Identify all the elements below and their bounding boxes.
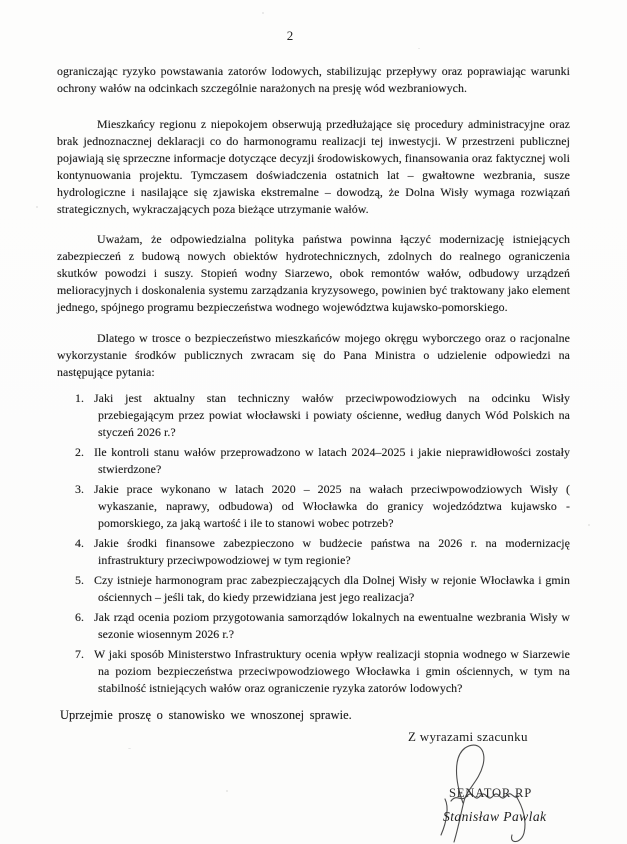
question-item-5 (75, 572, 570, 606)
paragraph-policy-opinion: Uważam, że odpowiedzialna polityka państwa powinna łączyć modernizację istniejących zabezpieczeń z budową nowych obiektów hydrotechnicznych, zdolnych do realnego ograniczenia skutków powodzi i suszy. Stopień wodny Siarzewo, obok remontów wałów, odbudowy urządzeń melioracyjnych i doskonalenia systemu zarządzania kryzysowego, powinien być traktowany jako element jednego, spójnego programu bezpieczeństwa wodnego województwa kujawsko-pomorskiego. (57, 232, 570, 314)
scan-noise-speck (418, 48, 420, 49)
signature-title: SENATOR RP (449, 786, 533, 800)
scan-noise-speck (128, 748, 131, 749)
question-item-6 (75, 609, 570, 643)
question-number: 7. (75, 647, 85, 661)
question-number: 6. (75, 610, 85, 624)
paragraph-residents-concern: Mieszkańcy regionu z niepokojem obserwują przedłużające się procedury administracyjne oraz brak jednoznacznej deklaracji co do harmonogramu realizacji tej inwestycji. W przestrzeni publicznej pojawiają się sprzeczne informacje dotyczące decyzji środowiskowych, finansowania oraz faktycznej woli kontynuowania projektu. Tymczasem doświadczenia ostatnich lat – gwałtowne wezbrania, susze hydrologiczne i nasilające się zjawiska ekstremalne – dowodzą, że Dolna Wisły wymaga rozwiązań strategicznych, wykraczających poza bieżące utrzymanie wałów. (57, 117, 570, 216)
question-text: Ile kontroli stanu wałów przeprowadzono w latach 2024–2025 i jakie nieprawidłowości zostały stwierdzone? (94, 445, 570, 476)
question-number: 1. (75, 391, 85, 405)
question-text: Jak rząd ocenia poziom przygotowania samorządów lokalnych na ewentualne wezbrania Wisły w sezonie wiosennym 2026 r.? (94, 610, 570, 641)
valediction: Z wyrazami szacunku (408, 729, 528, 744)
question-text: Jaki jest aktualny stan techniczny wałów przeciwpowodziowych na odcinku Wisły przebiegającym przez powiat włocławski i powiaty ościenne, według danych Wód Polskich na styczeń 2026 r.? (94, 391, 570, 439)
question-item-3 (75, 481, 570, 532)
paragraph-questions-intro: Dlatego w trosce o bezpieczeństwo mieszkańców mojego okręgu wyborczego oraz o racjonalne wykorzystanie środków publicznych zwracam się do Pana Ministra o udzielenie odpowiedzi na następujące pytania: (57, 331, 570, 379)
signature-name: Stanisław Pawlak (443, 809, 547, 824)
question-number: 4. (75, 536, 85, 550)
question-text: Jakie prace wykonano w latach 2020 – 2025 na wałach przeciwpowodziowych Wisły ( wykaszanie, naprawy, odbudowa) od Włocławka do granicy wojedzództwa kujawsko - pomorskiego, za jaką wartość i ile to stanowi wobec potrzeb? (94, 482, 570, 530)
closing-request: Uprzejmie proszę o stanowisko we wnoszonej sprawie. (60, 708, 352, 722)
question-item-1 (75, 390, 570, 441)
question-item-2 (75, 444, 570, 478)
scan-noise-speck (36, 206, 38, 208)
paragraph-continuation: ograniczając ryzyko powstawania zatorów lodowych, stabilizując przepływy oraz poprawiając warunki ochrony wałów na odcinkach szczególnie narażonych na presję wód wezbraniowych. (57, 64, 570, 95)
scan-noise-speck (262, 12, 264, 14)
question-text: W jaki sposób Ministerstwo Infrastruktury ocenia wpływ realizacji stopnia wodnego w Siarzewie na poziom bezpieczeństwa przeciwpowodziowego Włocławka i gmin ościennych, w tym na stabilność istniejących wałów oraz ograniczenie ryzyka zatorów lodowych? (94, 647, 570, 695)
question-text: Czy istnieje harmonogram prac zabezpieczających dla Dolnej Wisły w rejonie Włocławka i gmin ościennych – jeśli tak, do kiedy przewidziana jest jego realizacja? (94, 573, 570, 604)
question-number: 2. (75, 445, 85, 459)
scan-noise-speck (588, 524, 590, 526)
question-item-7 (75, 646, 570, 697)
question-number: 5. (75, 573, 85, 587)
question-number: 3. (75, 482, 85, 496)
questions-list (75, 390, 570, 700)
question-item-4 (75, 535, 570, 569)
scan-noise-speck (226, 790, 228, 792)
page-number: 2 (286, 28, 294, 43)
question-text: Jakie środki finansowe zabezpieczono w budżecie państwa na 2026 r. na modernizację infrastruktury przeciwpowodziowej w tym regionie? (94, 536, 570, 567)
